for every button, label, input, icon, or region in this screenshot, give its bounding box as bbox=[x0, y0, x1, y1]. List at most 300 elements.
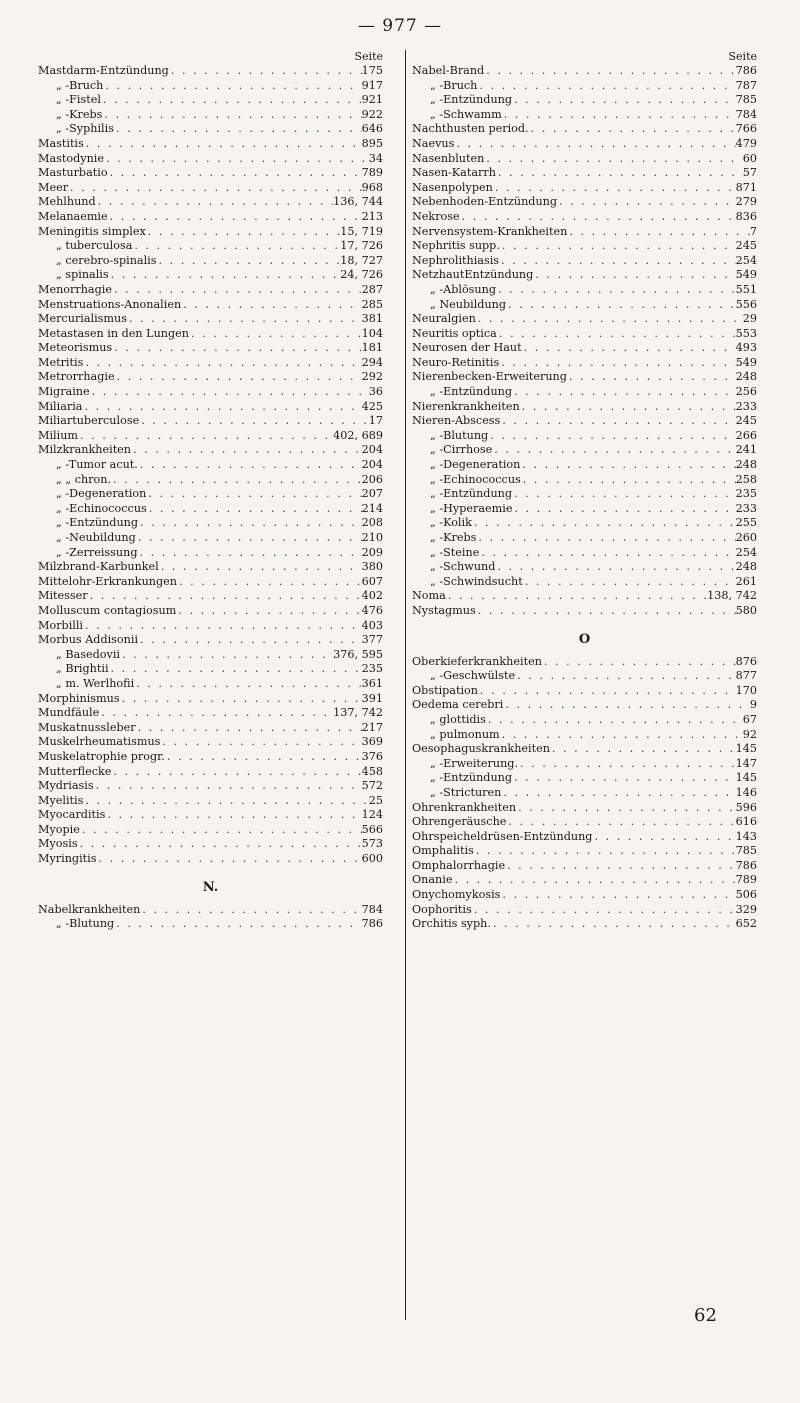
entry-page: 549 bbox=[735, 268, 757, 282]
dot-leader bbox=[189, 327, 362, 342]
entry-page: 214 bbox=[361, 501, 383, 515]
entry-term: Onanie bbox=[412, 873, 453, 887]
entry-page: 25 bbox=[368, 793, 383, 807]
entry-term: „ m. Werlhofii bbox=[56, 676, 135, 690]
dot-leader bbox=[105, 808, 361, 823]
entry-page: 580 bbox=[735, 603, 757, 617]
dot-leader bbox=[102, 108, 361, 123]
entry-term: „ -Hyperaemie bbox=[430, 501, 513, 515]
index-entry bbox=[38, 356, 383, 371]
entry-page: 652 bbox=[735, 917, 757, 931]
dot-leader bbox=[491, 917, 736, 932]
entry-term: „ Neubildung bbox=[430, 297, 507, 311]
entry-page: 204 bbox=[361, 458, 383, 472]
entry-page: 789 bbox=[735, 873, 757, 887]
dot-leader bbox=[484, 64, 735, 79]
dot-leader bbox=[139, 414, 369, 429]
entry-term: „ -Degeneration bbox=[56, 487, 147, 501]
entry-page: 206 bbox=[361, 472, 383, 486]
index-entry bbox=[38, 903, 383, 918]
entry-page: 786 bbox=[361, 917, 383, 931]
entry-page: 137, 742 bbox=[333, 706, 383, 720]
dot-leader bbox=[134, 677, 361, 692]
entry-page: 786 bbox=[735, 64, 757, 77]
dot-leader bbox=[136, 721, 362, 736]
index-entry bbox=[412, 589, 757, 604]
entry-term: Obstipation bbox=[412, 683, 478, 697]
entry-term: „ glottidis bbox=[430, 712, 486, 726]
entry-term: Nephrolithiasis bbox=[412, 253, 500, 267]
index-entry bbox=[412, 414, 757, 429]
dot-leader bbox=[557, 195, 736, 210]
entry-page: 124 bbox=[361, 808, 383, 822]
dot-leader bbox=[542, 655, 736, 670]
index-entry bbox=[38, 487, 383, 502]
index-entry bbox=[38, 327, 383, 342]
entry-page: 784 bbox=[361, 902, 383, 916]
entry-page: 67 bbox=[742, 712, 757, 726]
dot-leader bbox=[160, 735, 361, 750]
entry-term: Myopie bbox=[38, 822, 80, 836]
index-entry bbox=[38, 370, 383, 385]
entry-page: 256 bbox=[735, 385, 757, 399]
index-entry bbox=[412, 370, 757, 385]
dot-leader bbox=[460, 210, 736, 225]
entry-page: 921 bbox=[361, 93, 383, 107]
dot-leader bbox=[132, 239, 340, 254]
dot-leader bbox=[138, 633, 362, 648]
dot-leader bbox=[501, 786, 735, 801]
index-entry bbox=[412, 385, 757, 400]
index-entry bbox=[412, 917, 757, 932]
entry-term: „ -Entzündung bbox=[430, 487, 513, 501]
dot-leader bbox=[495, 560, 735, 575]
index-entry bbox=[412, 312, 757, 327]
dot-leader bbox=[112, 283, 362, 298]
dot-leader bbox=[472, 903, 736, 918]
entry-term: Nebenhoden-Entzündung bbox=[412, 195, 558, 209]
entry-term: Oberkieferkrankheiten bbox=[412, 654, 542, 668]
entry-page: 369 bbox=[361, 735, 383, 749]
entry-term: Mittelohr-Erkrankungen bbox=[38, 574, 177, 588]
index-entry bbox=[412, 531, 757, 546]
index-entry bbox=[38, 458, 383, 473]
index-entry bbox=[412, 341, 757, 356]
entry-page: 136, 744 bbox=[333, 195, 383, 209]
dot-leader bbox=[109, 662, 362, 677]
entry-term: „ -Degeneration bbox=[430, 458, 521, 472]
dot-leader bbox=[472, 516, 736, 531]
index-entry bbox=[412, 575, 757, 590]
index-entry bbox=[38, 239, 383, 254]
index-entry bbox=[38, 619, 383, 634]
index-entry bbox=[38, 823, 383, 838]
entry-page: 258 bbox=[735, 472, 757, 486]
entry-page: 377 bbox=[361, 633, 383, 647]
entry-page: 213 bbox=[361, 209, 383, 223]
entry-term: „ -Krebs bbox=[430, 531, 477, 544]
dot-leader bbox=[512, 385, 736, 400]
index-entry bbox=[38, 79, 383, 94]
entry-page: 245 bbox=[735, 414, 757, 428]
entry-page: 553 bbox=[735, 326, 757, 340]
entry-page: 789 bbox=[361, 166, 383, 180]
left-column bbox=[38, 50, 383, 932]
entry-page: 60 bbox=[742, 151, 757, 165]
dot-leader bbox=[500, 888, 735, 903]
dot-leader bbox=[520, 458, 735, 473]
entry-term: Mehlhund bbox=[38, 195, 96, 209]
entry-term: Meteorismus bbox=[38, 341, 113, 355]
dot-leader bbox=[120, 692, 362, 707]
entry-term: „ -Schwund bbox=[430, 560, 496, 574]
index-entry bbox=[38, 195, 383, 210]
entry-page: 292 bbox=[361, 370, 383, 384]
dot-leader bbox=[120, 648, 333, 663]
index-entry bbox=[412, 560, 757, 575]
index-entry bbox=[412, 903, 757, 918]
dot-leader bbox=[521, 473, 736, 488]
entry-page: 255 bbox=[735, 516, 757, 530]
entry-term: „ Brightii bbox=[56, 662, 109, 676]
entry-term: Mastdarm-Entzündung bbox=[38, 64, 169, 77]
entry-term: „ -Krebs bbox=[56, 107, 103, 121]
entry-page: 146 bbox=[735, 785, 757, 799]
dot-leader bbox=[83, 356, 361, 371]
entry-page: 248 bbox=[735, 458, 757, 472]
entry-term: „ -Echinococcus bbox=[430, 472, 521, 486]
index-entry bbox=[412, 742, 757, 757]
entry-page: 233 bbox=[735, 399, 757, 413]
entry-page: 836 bbox=[735, 209, 757, 223]
index-entry bbox=[412, 487, 757, 502]
entry-page: 209 bbox=[361, 545, 383, 559]
index-entry bbox=[38, 502, 383, 517]
index-entry bbox=[38, 181, 383, 196]
index-entry bbox=[38, 546, 383, 561]
entry-term: Metritis bbox=[38, 355, 84, 369]
entry-page: 917 bbox=[361, 78, 383, 92]
index-entry bbox=[38, 108, 383, 123]
entry-page: 784 bbox=[735, 107, 757, 121]
entry-term: Mastitis bbox=[38, 136, 84, 150]
entry-page: 549 bbox=[735, 355, 757, 369]
index-entry bbox=[412, 771, 757, 786]
index-entry bbox=[412, 669, 757, 684]
index-entry bbox=[38, 794, 383, 809]
dot-leader bbox=[84, 137, 362, 152]
entry-term: Myringitis bbox=[38, 852, 97, 866]
dot-leader bbox=[136, 531, 362, 546]
dot-leader bbox=[523, 575, 736, 590]
entry-page: 551 bbox=[735, 282, 757, 296]
entry-term: Ohrenkrankheiten bbox=[412, 800, 517, 814]
dot-leader bbox=[493, 181, 736, 196]
entry-page: 266 bbox=[735, 428, 757, 442]
index-entry bbox=[412, 327, 757, 342]
entry-term: Mercurialismus bbox=[38, 312, 127, 326]
dot-leader bbox=[502, 108, 736, 123]
entry-page: 402 bbox=[361, 589, 383, 603]
right-section-letter: O bbox=[578, 631, 591, 647]
entry-term: Nierenbecken-Erweiterung bbox=[412, 370, 567, 384]
dot-leader bbox=[80, 823, 362, 838]
entry-page: 479 bbox=[735, 136, 757, 150]
entry-page: 895 bbox=[361, 136, 383, 150]
index-entry bbox=[38, 917, 383, 932]
dot-leader bbox=[108, 166, 362, 181]
dot-leader bbox=[88, 589, 362, 604]
dot-leader bbox=[512, 502, 735, 517]
index-entry bbox=[412, 210, 757, 225]
dot-leader bbox=[157, 254, 341, 269]
entry-page: 376, 595 bbox=[333, 647, 383, 661]
entry-page: 233 bbox=[735, 501, 757, 515]
entry-term: „ cerebro-spinalis bbox=[56, 253, 157, 267]
entry-term: „ -Neubildung bbox=[56, 531, 136, 544]
dot-leader bbox=[103, 79, 361, 94]
index-entry bbox=[412, 254, 757, 269]
entry-page: 476 bbox=[361, 603, 383, 617]
dot-leader bbox=[512, 771, 736, 786]
entry-page: 143 bbox=[735, 829, 757, 843]
index-entry bbox=[38, 765, 383, 780]
entry-term: Nierenkrankheiten bbox=[412, 399, 520, 413]
entry-term: Ohrengeräusche bbox=[412, 815, 507, 829]
index-entry bbox=[38, 837, 383, 852]
dot-leader bbox=[520, 400, 736, 415]
entry-page: 766 bbox=[735, 122, 757, 136]
index-entry bbox=[38, 633, 383, 648]
index-entry bbox=[412, 844, 757, 859]
entry-page: 248 bbox=[735, 560, 757, 574]
entry-page: 170 bbox=[735, 683, 757, 697]
entry-term: Morbus Addisonii bbox=[38, 633, 139, 647]
entry-term: Masturbatio bbox=[38, 166, 108, 180]
index-entry bbox=[38, 750, 383, 765]
entry-page: 260 bbox=[735, 531, 757, 544]
index-entry bbox=[38, 808, 383, 823]
dot-leader bbox=[512, 93, 736, 108]
index-entry bbox=[412, 429, 757, 444]
index-entry bbox=[412, 502, 757, 517]
entry-term: „ -Entzündung bbox=[430, 385, 513, 399]
dot-leader bbox=[146, 225, 341, 240]
dot-leader bbox=[83, 794, 368, 809]
entry-page: 566 bbox=[361, 822, 383, 836]
entry-term: „ -Bruch bbox=[430, 78, 478, 92]
dot-leader bbox=[567, 370, 736, 385]
entry-page: 646 bbox=[361, 122, 383, 136]
index-entry bbox=[38, 560, 383, 575]
entry-page: 616 bbox=[735, 815, 757, 829]
dot-leader bbox=[478, 684, 736, 699]
index-entry bbox=[412, 64, 757, 79]
dot-leader bbox=[177, 575, 362, 590]
index-entry bbox=[412, 873, 757, 888]
index-entry bbox=[412, 888, 757, 903]
dot-leader bbox=[592, 830, 735, 845]
entry-page: 15, 719 bbox=[340, 224, 383, 238]
left-column-header: Seite bbox=[354, 50, 383, 63]
index-entry bbox=[38, 677, 383, 692]
index-entry bbox=[412, 108, 757, 123]
entry-term: Milzkrankheiten bbox=[38, 443, 132, 457]
dot-leader bbox=[454, 137, 735, 152]
entry-term: Meningitis simplex bbox=[38, 224, 146, 238]
entry-page: 92 bbox=[742, 727, 757, 741]
entry-term: Onychomykosis bbox=[412, 888, 501, 902]
index-entry bbox=[38, 254, 383, 269]
entry-page: 145 bbox=[735, 742, 757, 756]
entry-term: „ -Erweiterung. bbox=[430, 756, 519, 770]
entry-term: „ -Entzündung bbox=[430, 771, 513, 785]
dot-leader bbox=[108, 210, 362, 225]
index-entry bbox=[38, 852, 383, 867]
entry-page: 403 bbox=[361, 618, 383, 632]
index-entry bbox=[38, 531, 383, 546]
index-entry bbox=[38, 283, 383, 298]
entry-term: Oophoritis bbox=[412, 902, 472, 916]
index-entry bbox=[412, 122, 757, 137]
dot-leader bbox=[476, 312, 743, 327]
left-entries-n bbox=[38, 903, 383, 932]
dot-leader bbox=[488, 429, 735, 444]
entry-page: 787 bbox=[735, 78, 757, 92]
dot-leader bbox=[138, 516, 362, 531]
index-entry bbox=[38, 137, 383, 152]
index-entry bbox=[412, 801, 757, 816]
index-entry bbox=[38, 400, 383, 415]
entry-term: Neuro-Retinitis bbox=[412, 355, 500, 369]
index-entry bbox=[38, 443, 383, 458]
dot-leader bbox=[111, 473, 362, 488]
index-entry bbox=[38, 64, 383, 79]
entry-term: „ spinalis bbox=[56, 268, 109, 282]
entry-term: Neurosen der Haut bbox=[412, 341, 522, 355]
index-entry bbox=[38, 589, 383, 604]
entry-term: Neuritis optica bbox=[412, 326, 497, 340]
index-entry bbox=[38, 210, 383, 225]
entry-term: Milium bbox=[38, 428, 79, 442]
entry-page: 876 bbox=[735, 654, 757, 668]
index-entry bbox=[412, 458, 757, 473]
index-entry bbox=[412, 698, 757, 713]
entry-page: 294 bbox=[361, 355, 383, 369]
dot-leader bbox=[140, 903, 361, 918]
entry-term: Milzbrand-Karbunkel bbox=[38, 560, 159, 574]
right-column bbox=[405, 50, 757, 1320]
index-entry bbox=[38, 225, 383, 240]
entry-term: Noma bbox=[412, 589, 446, 603]
index-entry bbox=[412, 137, 757, 152]
entry-term: Omphalitis bbox=[412, 844, 474, 858]
entry-page: 381 bbox=[361, 312, 383, 326]
entry-page: 7 bbox=[749, 224, 757, 238]
entry-page: 57 bbox=[742, 166, 757, 180]
entry-page: 556 bbox=[735, 297, 757, 311]
entry-page: 235 bbox=[735, 487, 757, 501]
index-entry bbox=[38, 166, 383, 181]
index-entry bbox=[38, 122, 383, 137]
entry-page: 785 bbox=[735, 844, 757, 858]
entry-term: Muskelatrophie progr. bbox=[38, 749, 165, 763]
left-entries-m bbox=[38, 64, 383, 867]
dot-leader bbox=[78, 837, 362, 852]
entry-term: Menorrhagie bbox=[38, 282, 112, 296]
entry-page: 147 bbox=[735, 756, 757, 770]
dot-leader bbox=[479, 546, 735, 561]
dot-leader bbox=[90, 385, 369, 400]
dot-leader bbox=[68, 181, 362, 196]
dot-leader bbox=[492, 443, 735, 458]
index-entry bbox=[412, 283, 757, 298]
index-entry bbox=[412, 830, 757, 845]
entry-term: Nasenbluten bbox=[412, 151, 485, 165]
entry-page: 34 bbox=[368, 151, 383, 165]
dot-leader bbox=[567, 225, 750, 240]
entry-term: Mundfäule bbox=[38, 706, 100, 720]
entry-page: 572 bbox=[361, 779, 383, 793]
entry-page: 207 bbox=[361, 487, 383, 501]
index-entry bbox=[38, 779, 383, 794]
entry-term: Morphinismus bbox=[38, 691, 120, 705]
entry-term: Oesophaguskrankheiten bbox=[412, 742, 550, 756]
entry-page: 785 bbox=[735, 93, 757, 107]
dot-leader bbox=[138, 458, 362, 473]
index-entry bbox=[412, 268, 757, 283]
dot-leader bbox=[506, 815, 735, 830]
entry-page: 254 bbox=[735, 545, 757, 559]
entry-term: „ -Ablösung bbox=[430, 282, 496, 296]
entry-page: 9 bbox=[749, 698, 757, 712]
entry-page: 596 bbox=[735, 800, 757, 814]
index-entry bbox=[38, 692, 383, 707]
entry-term: Myelitis bbox=[38, 793, 84, 807]
entry-term: Nephritis supp. bbox=[412, 239, 500, 253]
entry-term: Metastasen in den Lungen bbox=[38, 326, 189, 340]
index-entry bbox=[412, 684, 757, 699]
index-entry bbox=[38, 385, 383, 400]
entry-page: 329 bbox=[735, 902, 757, 916]
entry-term: Ohrspeicheldrüsen-Entzündung bbox=[412, 829, 593, 843]
entry-page: 285 bbox=[361, 297, 383, 311]
dot-leader bbox=[515, 669, 736, 684]
index-entry bbox=[412, 298, 757, 313]
entry-term: „ -Kolik bbox=[430, 516, 472, 530]
dot-leader bbox=[505, 859, 736, 874]
index-entry bbox=[38, 735, 383, 750]
entry-term: Nervensystem-Krankheiten bbox=[412, 224, 568, 238]
entry-term: „ -Schwamm bbox=[430, 107, 502, 121]
dot-leader bbox=[474, 844, 736, 859]
dot-leader bbox=[518, 757, 736, 772]
index-entry bbox=[38, 268, 383, 283]
dot-leader bbox=[112, 341, 361, 356]
dot-leader bbox=[109, 268, 341, 283]
entry-term: „ -Zerreissung bbox=[56, 545, 138, 559]
dot-leader bbox=[165, 750, 362, 765]
dot-leader bbox=[78, 429, 333, 444]
index-entry bbox=[38, 312, 383, 327]
entry-page: 24, 726 bbox=[340, 268, 383, 282]
entry-term: Migraine bbox=[38, 385, 90, 399]
entry-term: Mutterflecke bbox=[38, 764, 112, 778]
index-entry bbox=[412, 79, 757, 94]
right-entries-o bbox=[412, 655, 757, 932]
entry-term: Nekrose bbox=[412, 209, 460, 223]
entry-page: 402, 689 bbox=[333, 428, 383, 442]
